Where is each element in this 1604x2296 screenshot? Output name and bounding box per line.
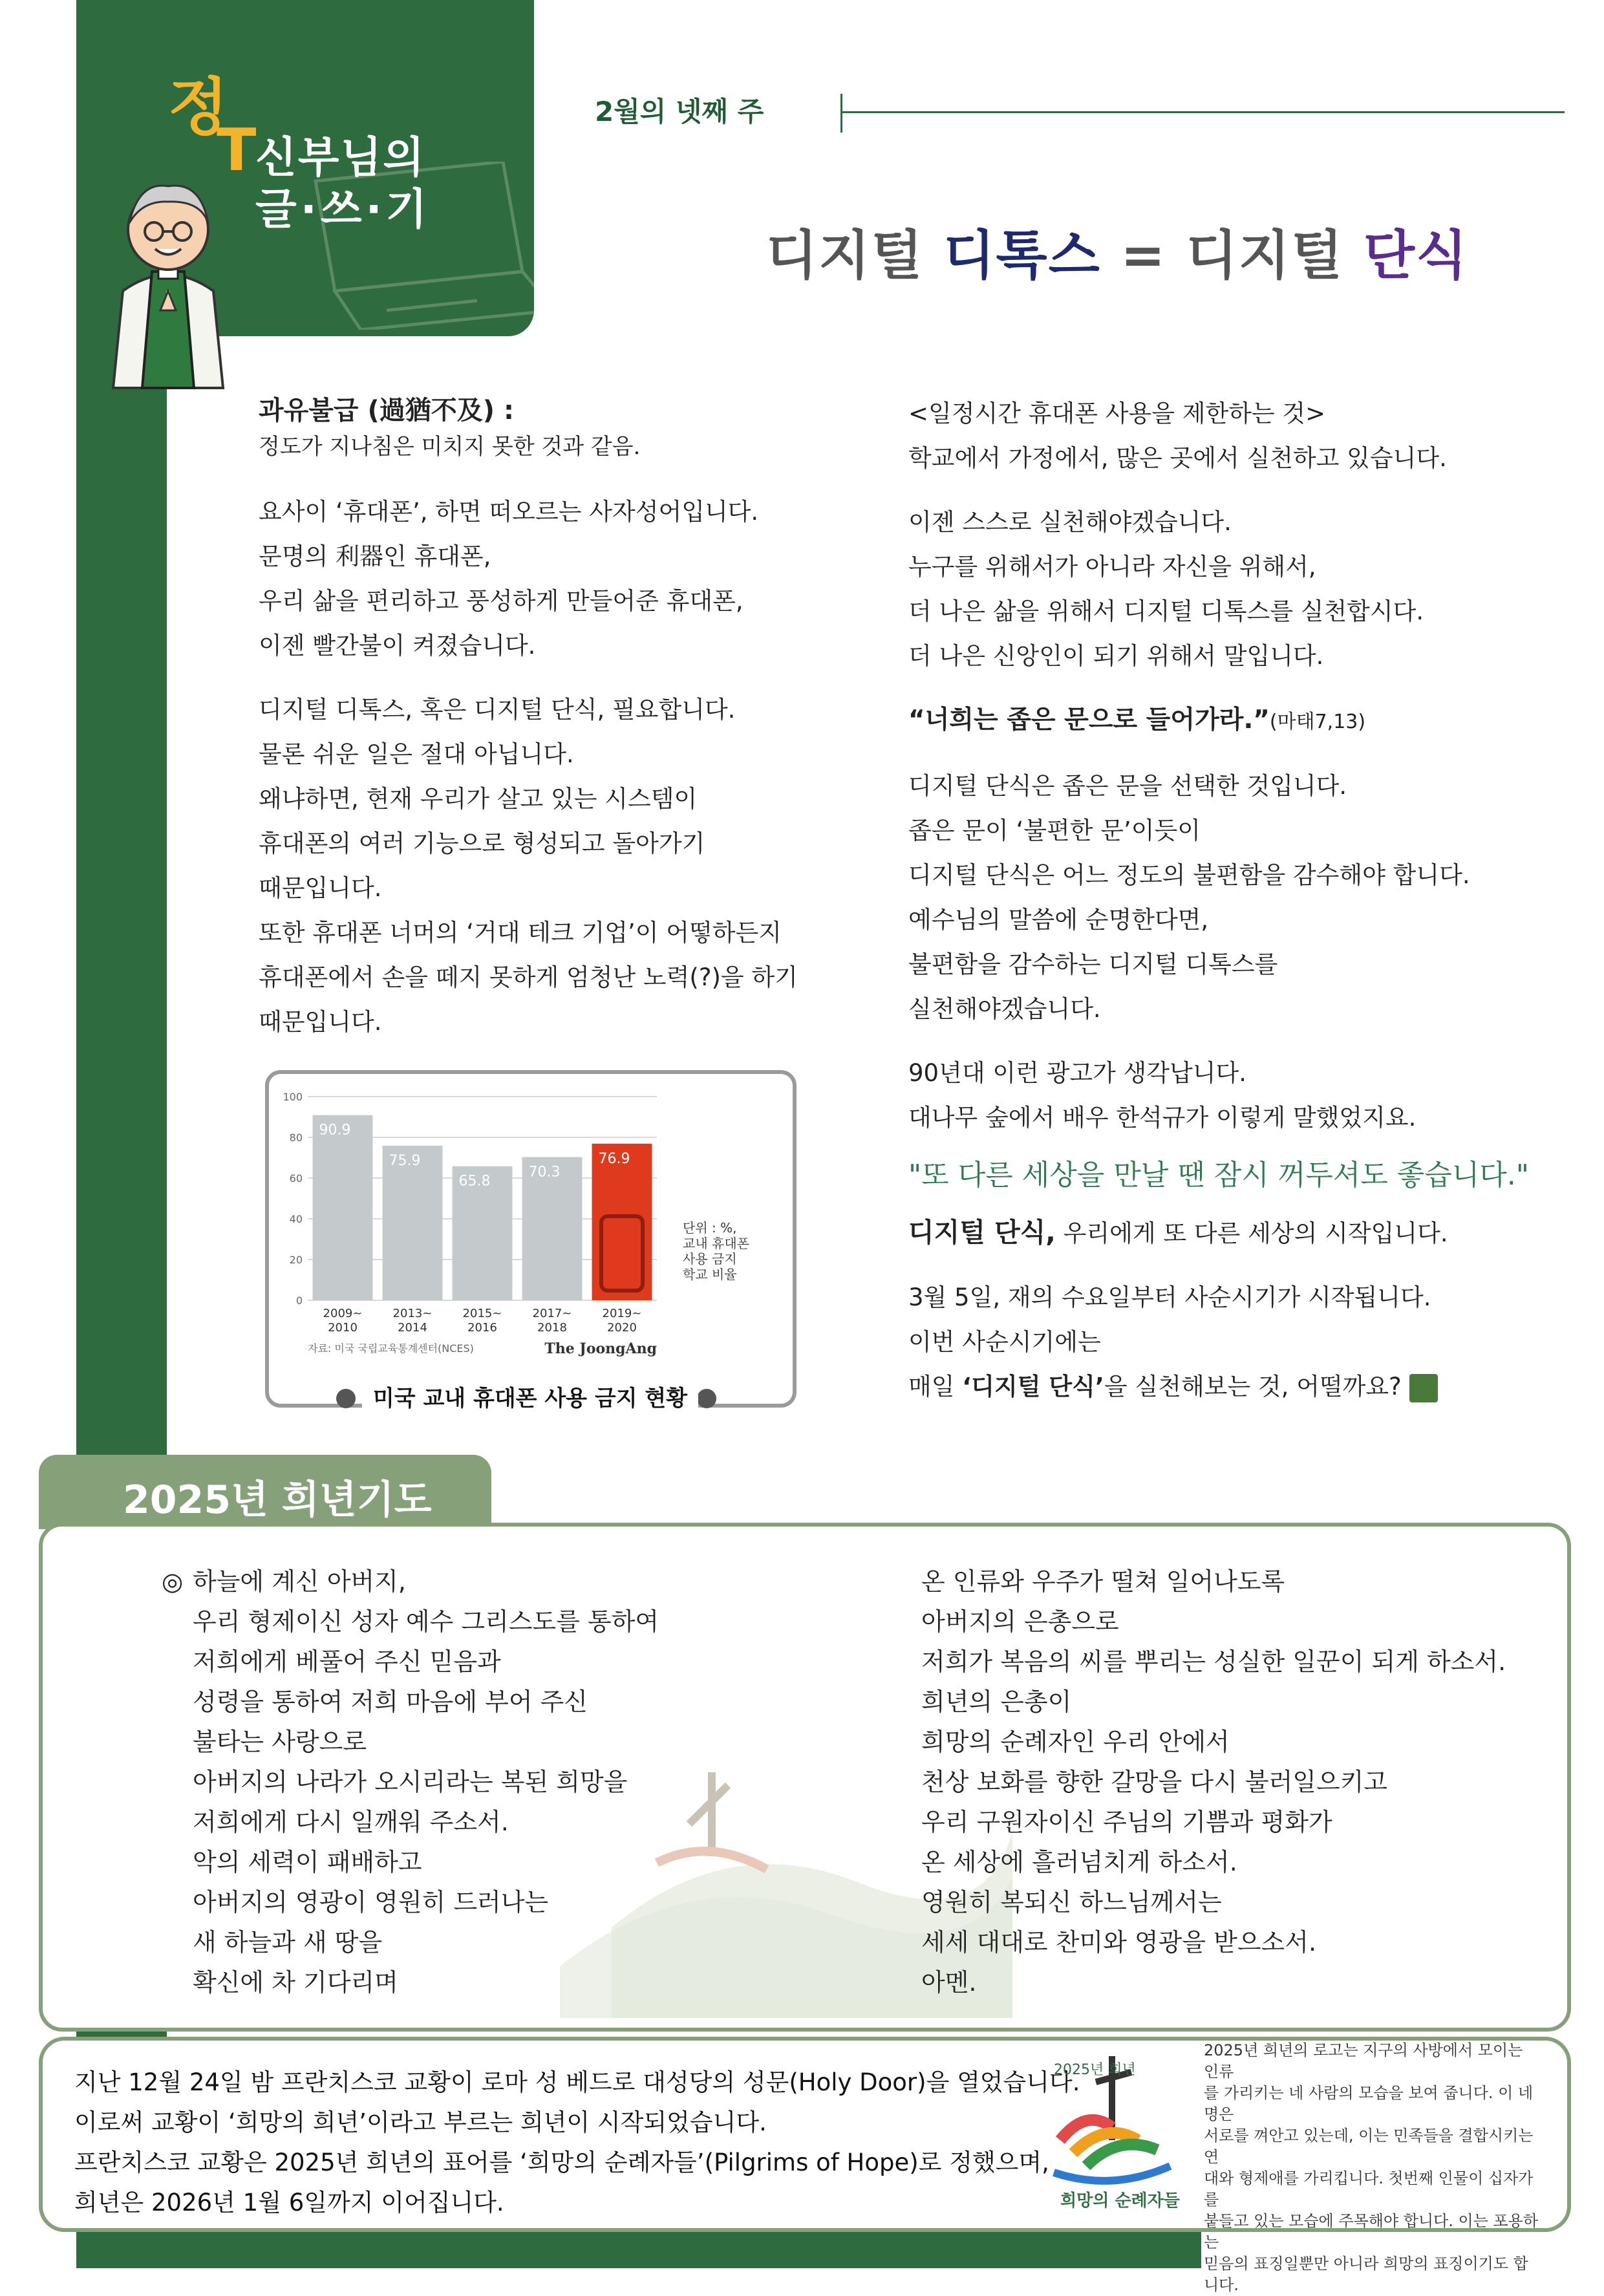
title-part4: 단식 bbox=[1363, 225, 1469, 286]
prayer-line: 우리 형제이신 성자 예수 그리스도를 통하여 bbox=[193, 1607, 659, 1636]
week-label: 2월의 넷째 주 bbox=[595, 96, 764, 127]
prayer-line: 새 하늘과 새 땅을 bbox=[193, 1928, 383, 1957]
unit-label: 사용 금지 bbox=[683, 1251, 737, 1267]
prayer-line: 악의 세력이 패배하고 bbox=[193, 1848, 422, 1876]
prayer-line: 아버지의 은총으로 bbox=[921, 1607, 1119, 1636]
prayer-line: 희년의 은총이 bbox=[921, 1688, 1072, 1716]
prayer-line: 확신에 차 기다리며 bbox=[193, 1968, 398, 1997]
week-divider-tick bbox=[840, 94, 842, 133]
bar-value-label: 65.8 bbox=[458, 1173, 491, 1190]
bar-value-label: 75.9 bbox=[389, 1152, 421, 1169]
unit-label: 단위 : %, bbox=[683, 1220, 737, 1236]
prayer-line: 온 인류와 우주가 떨쳐 일어나도록 bbox=[921, 1567, 1285, 1596]
prayer-line: 하늘에 계신 아버지, bbox=[193, 1567, 406, 1596]
x-tick-label: 2013~ bbox=[392, 1307, 433, 1320]
bar-value-label: 76.9 bbox=[598, 1150, 630, 1167]
left-column bbox=[259, 391, 828, 1044]
prayer-line: 천상 보화를 향한 갈망을 다시 불러일으키고 bbox=[921, 1768, 1388, 1796]
paragraph-line: 이젠 빨간불이 켜졌습니다. bbox=[259, 632, 536, 660]
note-line: 프란치스코 교황은 2025년 희년의 표어를 ‘희망의 순례자들’(Pilgrims of Hope)로 정했으며, bbox=[74, 2149, 1049, 2176]
para6-line3-c: 을 실천해보는 것, 어떨까요? bbox=[1104, 1373, 1402, 1400]
paragraph-line: 디지털 단식은 좁은 문을 선택한 것입니다. bbox=[908, 772, 1347, 800]
logo-bottom-text: 희망의 순례자들 bbox=[1060, 2191, 1180, 2211]
line-b: 학교에서 가정에서, 많은 곳에서 실천하고 있습니다. bbox=[908, 444, 1447, 472]
x-tick-label: 2014 bbox=[398, 1321, 427, 1335]
logo-mark: 정 bbox=[168, 70, 228, 144]
logo-line2: 글·쓰·기 bbox=[255, 184, 431, 234]
paragraph-line: 우리 삶을 편리하고 풍성하게 만들어준 휴대폰, bbox=[259, 587, 743, 615]
paragraph-1 bbox=[259, 489, 828, 668]
prayer-left-column bbox=[193, 1561, 872, 2002]
paragraph-4 bbox=[908, 764, 1555, 1031]
x-tick-label: 2009~ bbox=[323, 1307, 363, 1320]
prayer-line: 우리 구원자이신 주님의 기쁨과 평화가 bbox=[921, 1808, 1332, 1836]
x-tick-label: 2019~ bbox=[602, 1307, 642, 1320]
paragraph-line: 디지털 단식은 어느 정도의 불편함을 감수해야 합니다. bbox=[908, 861, 1470, 889]
y-tick-label: 0 bbox=[295, 1294, 303, 1307]
prayer-line: 저희에게 베풀어 주신 믿음과 bbox=[193, 1647, 501, 1676]
paragraph-line: 대나무 숲에서 배우 한석규가 이렇게 말했었지요. bbox=[908, 1104, 1417, 1132]
prayer-line: 불타는 사랑으로 bbox=[193, 1728, 367, 1756]
title-part1: 디지털 bbox=[766, 225, 924, 286]
bar-value-label: 90.9 bbox=[319, 1122, 351, 1139]
logo-desc-line: 를 가리키는 네 사람의 모습을 보여 줍니다. 이 네 명은 bbox=[1204, 2084, 1534, 2123]
line-a: <일정시간 휴대폰 사용을 제한하는 것> bbox=[908, 400, 1326, 427]
prayer-title: 2025년 희년기도 bbox=[123, 1477, 432, 1523]
paragraph-line: 때문입니다. bbox=[259, 874, 382, 902]
x-tick-label: 2020 bbox=[607, 1321, 637, 1335]
paragraph-line: 휴대폰의 여러 기능으로 형성되고 돌아가기 bbox=[259, 830, 705, 857]
end-mark-icon bbox=[1409, 1374, 1438, 1402]
paragraph-line: 왜냐하면, 현재 우리가 살고 있는 시스템이 bbox=[259, 785, 698, 813]
para6-line1: 3월 5일, 재의 수요일부터 사순시기가 시작됩니다. bbox=[908, 1283, 1431, 1311]
conclusion bbox=[908, 1210, 1555, 1256]
x-tick-label: 2016 bbox=[467, 1321, 497, 1335]
paragraph-line: 예수님의 말씀에 순명한다면, bbox=[908, 906, 1209, 934]
prayer-line: 세세 대대로 찬미와 영광을 받으소서. bbox=[921, 1928, 1317, 1957]
prayer-right-column bbox=[921, 1561, 1555, 2002]
para6-line3 bbox=[908, 1364, 1555, 1409]
paragraph-line: 또한 휴대폰 너머의 ‘거대 테크 기업’이 어떻하든지 bbox=[259, 919, 782, 947]
paragraph-line: 문명의 利器인 휴대폰, bbox=[259, 542, 491, 570]
paragraph-line: 더 나은 신앙인이 되기 위해서 말입니다. bbox=[908, 642, 1324, 670]
chart-frame bbox=[265, 1070, 797, 1408]
paragraph-line: 90년대 이런 광고가 생각납니다. bbox=[908, 1059, 1247, 1087]
prayer-line: 아버지의 나라가 오시리라는 복된 희망을 bbox=[193, 1768, 628, 1796]
x-tick-label: 2018 bbox=[537, 1321, 567, 1335]
y-tick-label: 20 bbox=[289, 1254, 303, 1266]
page-title bbox=[766, 213, 1468, 289]
caption-dot-left bbox=[336, 1389, 356, 1408]
logo-description bbox=[1204, 2040, 1540, 2296]
priest-illustration bbox=[103, 162, 233, 394]
note-line: 지난 12월 24일 밤 프란치스코 교황이 로마 성 베드로 대성당의 성문(Holy Door)을 열었습니다. bbox=[74, 2068, 1080, 2096]
paragraph-line: 누구를 위해서가 아니라 자신을 위해서, bbox=[908, 553, 1316, 581]
y-tick-label: 100 bbox=[283, 1091, 303, 1103]
prayer-line: 희망의 순례자인 우리 안에서 bbox=[921, 1728, 1230, 1756]
unit-label: 학교 비율 bbox=[683, 1267, 737, 1282]
week-divider-line bbox=[840, 111, 1565, 113]
paragraph-3 bbox=[908, 500, 1555, 678]
term-definition: 정도가 지나침은 미치지 못한 것과 같음. bbox=[259, 434, 641, 460]
y-tick-label: 60 bbox=[289, 1172, 303, 1185]
ad-quote: "또 다른 세상을 만날 땐 잠시 꺼두셔도 좋습니다." bbox=[908, 1159, 1529, 1192]
prayer-line: 아멘. bbox=[921, 1968, 977, 1997]
paragraph-line: 실천해야겠습니다. bbox=[908, 995, 1101, 1023]
bar bbox=[313, 1115, 373, 1300]
logo-t-glyph: T bbox=[217, 116, 257, 184]
paragraph-line: 때문입니다. bbox=[259, 1008, 382, 1036]
paragraph-line: 불편함을 감수하는 디지털 디톡스를 bbox=[908, 950, 1278, 978]
note-text bbox=[74, 2063, 1080, 2223]
logo-top-text: 2025년 희년 bbox=[1054, 2062, 1136, 2078]
logo-desc-line: 믿음의 표징일뿐만 아니라 희망의 표징이기도 합니다. bbox=[1204, 2255, 1528, 2294]
title-part2: 디톡스 bbox=[943, 225, 1101, 286]
logo-desc-line: 대와 형제애를 가리킵니다. 첫번째 인물이 십자가를 bbox=[1204, 2169, 1534, 2209]
bar-value-label: 70.3 bbox=[528, 1164, 561, 1181]
paragraph-line: 좁은 문이 ‘불편한 문’이듯이 bbox=[908, 817, 1201, 844]
term-heading: 과유불급 (過猶不及) : bbox=[259, 396, 514, 425]
title-part3: = 디지털 bbox=[1120, 225, 1344, 286]
paragraph-2 bbox=[259, 687, 828, 1044]
y-tick-label: 40 bbox=[289, 1213, 303, 1225]
x-tick-label: 2010 bbox=[328, 1321, 358, 1335]
conclusion-rest: 우리에게 또 다른 세상의 시작입니다. bbox=[1055, 1219, 1448, 1247]
prayer-line: 영원히 복되신 하느님께서는 bbox=[921, 1888, 1222, 1916]
prayer-line: 저희에게 다시 일깨워 주소서. bbox=[193, 1808, 509, 1836]
bar-chart bbox=[269, 1074, 793, 1378]
y-tick-label: 80 bbox=[289, 1132, 303, 1144]
chart-caption: 미국 교내 휴대폰 사용 금지 현황 bbox=[362, 1380, 698, 1412]
source-label: 자료: 미국 국립교육통계센터(NCES) bbox=[308, 1342, 474, 1355]
bible-quote: “너희는 좁은 문으로 들어가라.” bbox=[908, 705, 1270, 735]
paragraph-line: 더 나은 삶을 위해서 디지털 디톡스를 실천합시다. bbox=[908, 597, 1424, 625]
bible-reference: (마태7,13) bbox=[1269, 711, 1366, 733]
x-tick-label: 2017~ bbox=[532, 1307, 572, 1320]
logo-desc-line: 붙들고 있는 모습에 주목해야 합니다. 이는 포용하는 bbox=[1204, 2212, 1539, 2251]
logo-line1: 신부님의 bbox=[255, 133, 426, 182]
publisher-label: The JoongAng bbox=[544, 1340, 657, 1357]
prayer-line: 성령을 통하여 저희 마음에 부어 주신 bbox=[193, 1688, 588, 1716]
right-column bbox=[908, 391, 1555, 1409]
para6-line2: 이번 사순시기에는 bbox=[908, 1328, 1101, 1356]
x-tick-label: 2015~ bbox=[462, 1307, 502, 1320]
note-line: 이로써 교황이 ‘희망의 희년’이라고 부르는 희년이 시작되었습니다. bbox=[74, 2108, 767, 2136]
conclusion-bold: 디지털 단식, bbox=[908, 1217, 1056, 1248]
prayer-line: 저희가 복음의 씨를 뿌리는 성실한 일꾼이 되게 하소서. bbox=[921, 1647, 1506, 1676]
paragraph-line: 물론 쉬운 일은 절대 아닙니다. bbox=[259, 740, 574, 768]
logo-desc-line: 2025년 희년의 로고는 지구의 사방에서 모이는 인류 bbox=[1204, 2041, 1523, 2081]
para6-line3-b: ‘디지털 단식’ bbox=[962, 1373, 1104, 1400]
jubilee-logo bbox=[1034, 2043, 1196, 2215]
note-line: 희년은 2026년 1월 6일까지 이어집니다. bbox=[74, 2189, 504, 2216]
paragraph-line: 요사이 ‘휴대폰’, 하면 떠오르는 사자성어입니다. bbox=[259, 498, 759, 526]
paragraph-line: 디지털 디톡스, 혹은 디지털 단식, 필요합니다. bbox=[259, 696, 736, 724]
paragraph-5 bbox=[908, 1051, 1555, 1140]
prayer-line: 아버지의 영광이 영원히 드러나는 bbox=[193, 1888, 549, 1916]
logo-desc-line: 서로를 껴안고 있는데, 이는 민족들을 결합시키는 연 bbox=[1204, 2127, 1534, 2166]
para6-line3-a: 매일 bbox=[908, 1373, 963, 1400]
paragraph-line: 이젠 스스로 실천해야겠습니다. bbox=[908, 508, 1232, 536]
caption-dot-right bbox=[697, 1389, 716, 1408]
paragraph-line: 휴대폰에서 손을 떼지 못하게 엄청난 노력(?)을 하기 bbox=[259, 963, 798, 991]
unit-label: 교내 휴대폰 bbox=[683, 1236, 749, 1251]
bible-quote-line bbox=[908, 698, 1555, 744]
prayer-line: 온 세상에 흘러넘치게 하소서. bbox=[921, 1848, 1237, 1876]
prayer-bullet: ◎ bbox=[162, 1567, 184, 1596]
